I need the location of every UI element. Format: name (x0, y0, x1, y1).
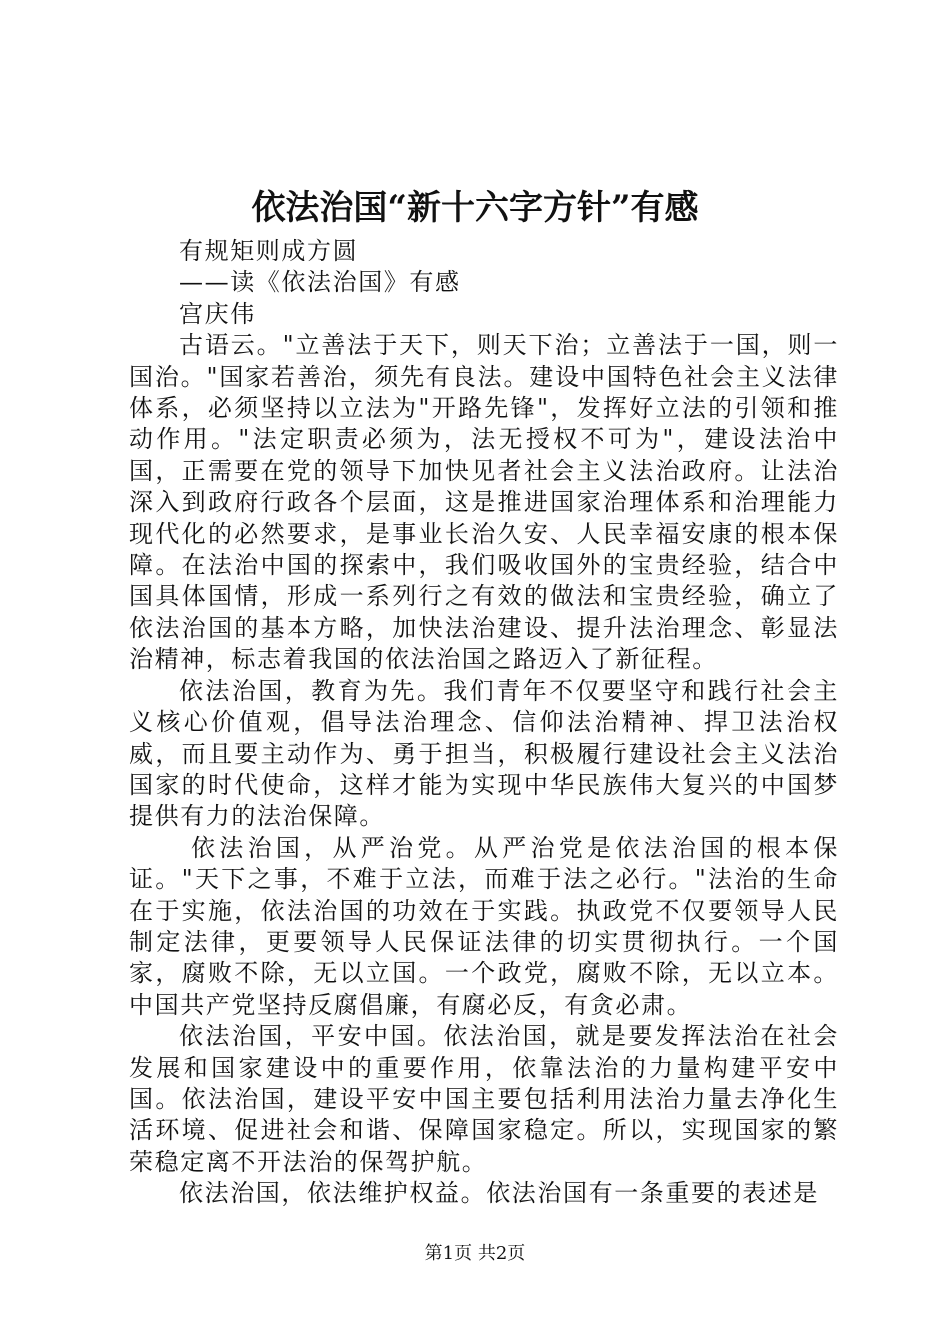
subtitle-line: ——读《依法治国》有感 (179, 268, 461, 297)
document-body (129, 236, 839, 1210)
author-line: 宫庆伟 (179, 299, 256, 328)
paragraph: 依法治国，平安中国。依法治国，就是要发挥法治在社会发展和国家建设中的重要作用，依靠法治的力量构建平安中国。依法治国，建设平安中国主要包括利用法治力量去净化生活环境、促进社会和谐、保障国家稳定。所以，实现国家的繁荣稳定离不开法治的保驾护航。 (129, 1022, 839, 1176)
document-title: 依法治国“新十六字方针”有感 (251, 188, 699, 228)
paragraph: 古语云。"立善法于天下，则天下治；立善法于一国，则一国治。"国家若善治，须先有良法。建设中国特色社会主义法律体系，必须坚持以立法为"开路先锋"，发挥好立法的引领和推动作用。"法定职责必须为，法无授权不可为"，建设法治中国，正需要在党的领导下加快见者社会主义法治政府。让法治深入到政府行政各个层面，这是推进国家治理体系和治理能力现代化的必然要求，是事业长治久安、人民幸福安康的根本保障。在法治中国的探索中，我们吸收国外的宝贵经验，结合中国具体国情，形成一系列行之有效的做法和宝贵经验，确立了依法治国的基本方略，加快法治建设、提升法治理念、彰显法治精神，标志着我国的依法治国之路迈入了新征程。 (129, 331, 839, 674)
paragraph: 依法治国，依法维护权益。依法治国有一条重要的表述是 (179, 1179, 819, 1208)
paragraph: 依法治国，从严治党。从严治党是依法治国的根本保证。"天下之事，不难于立法，而难于法之必行。"法治的生命在于实施，依法治国的功效在于实践。执政党不仅要领导人民制定法律，更要领导人民保证法律的切实贯彻执行。一个国家，腐败不除，无以立国。一个政党，腐败不除，无以立本。中国共产党坚持反腐倡廉，有腐必反，有贪必肃。 (129, 833, 839, 1019)
paragraph: 依法治国，教育为先。我们青年不仅要坚守和践行社会主义核心价值观，倡导法治理念、信仰法治精神、捍卫法治权威，而且要主动作为、勇于担当，积极履行建设社会主义法治国家的时代使命，这样才能为实现中华民族伟大复兴的中国梦提供有力的法治保障。 (129, 676, 839, 831)
subtitle-line: 有规矩则成方圆 (179, 237, 359, 265)
page-number: 第1页 共2页 (424, 1243, 526, 1264)
